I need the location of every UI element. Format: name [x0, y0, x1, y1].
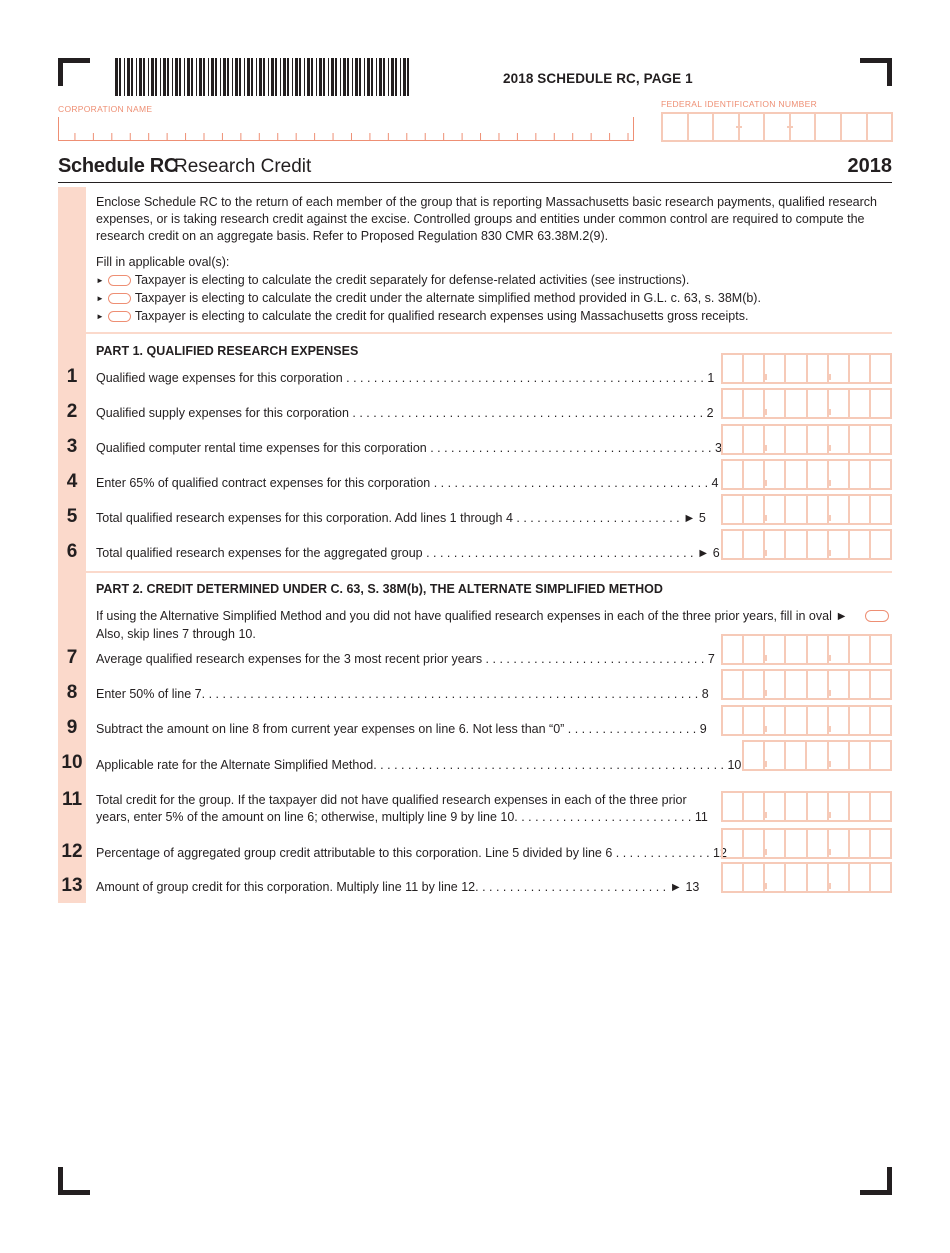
line-13-amount[interactable]: [721, 862, 892, 893]
corporation-name-field[interactable]: [58, 117, 634, 141]
corner-mark-top-left: [58, 58, 90, 86]
line-1-amount[interactable]: [721, 353, 892, 384]
line-10-amount[interactable]: [742, 740, 892, 771]
fill-oval-label: Fill in applicable oval(s):: [96, 255, 230, 269]
line-number: 11: [61, 789, 83, 810]
option-gross-receipts: ► Taxpayer is electing to calculate the credit for qualified research expenses using Massachusetts gross receipts.: [96, 309, 749, 323]
part1-heading: PART 1. QUALIFIED RESEARCH EXPENSES: [96, 344, 359, 358]
oval-checkbox[interactable]: [108, 293, 131, 304]
option-defense-related: ► Taxpayer is electing to calculate the credit separately for defense-related activities (see instructions).: [96, 273, 690, 287]
line-12-label: Percentage of aggregated group credit attributable to this corporation. Line 5 divided by line 6 . . . . . . . . . . . . . . 12: [96, 846, 727, 860]
line-5-amount[interactable]: [721, 494, 892, 525]
line-number: 7: [66, 647, 78, 668]
corporation-name-label: CORPORATION NAME: [58, 104, 153, 114]
line-number: 3: [66, 436, 78, 457]
line-11-amount[interactable]: [721, 791, 892, 822]
corner-mark-bottom-left: [58, 1167, 90, 1195]
line-number: 4: [66, 471, 78, 492]
line-7-amount[interactable]: [721, 634, 892, 665]
line-number: 5: [66, 506, 78, 527]
line-6-amount[interactable]: [721, 529, 892, 560]
page-header: 2018 SCHEDULE RC, PAGE 1: [503, 71, 693, 86]
fein-field[interactable]: [661, 112, 893, 142]
line-7-label: Average qualified research expenses for the 3 most recent prior years . . . . . . . . . . . . . . . . . . . . . . . . . . . . . . . . 7: [96, 652, 715, 666]
line-9-amount[interactable]: [721, 705, 892, 736]
barcode: [115, 58, 411, 96]
schedule-title: Research Credit: [174, 156, 312, 177]
line-11-label: Total credit for the group. If the taxpayer did not have qualified research expenses in each of the three prior years, enter 5% of the amount on line 6; otherwise, multiply line 9 by line 10. . . . . . . . . . . . . . . . . . . . . . . . . . 11: [96, 793, 708, 824]
line-9-label: Subtract the amount on line 8 from current year expenses on line 6. Not less than “0” . . . . . . . . . . . . . . . . . . . 9: [96, 722, 707, 736]
arrow-icon: ►: [96, 275, 104, 285]
intro-text: Enclose Schedule RC to the return of each member of the group that is reporting Massachusetts basic research payments, qualified research expenses, or is taking research credit against the excise. Controlled groups and entities under common control are required to compute the research credit on an aggregate basis. Refer to Proposed Regulation 830 CMR 63.38M.2(9).: [96, 195, 877, 243]
line-10-label: Applicable rate for the Alternate Simplified Method. . . . . . . . . . . . . . . . . . . . . . . . . . . . . . . . . . . . . . . . . . . . . . . . . . . 10: [96, 758, 742, 772]
line-1-label: Qualified wage expenses for this corporation . . . . . . . . . . . . . . . . . . . . . . . . . . . . . . . . . . . . . . . . . . . . . . . . . . . . 1: [96, 371, 715, 385]
line-2-label: Qualified supply expenses for this corporation . . . . . . . . . . . . . . . . . . . . . . . . . . . . . . . . . . . . . . . . . . . . . . . . . . . 2: [96, 406, 714, 420]
corner-mark-bottom-right: [860, 1167, 892, 1195]
oval-checkbox[interactable]: [108, 275, 131, 286]
line-8-amount[interactable]: [721, 669, 892, 700]
part2-note-line1: If using the Alternative Simplified Method and you did not have qualified research expenses in each of the three prior years, fill in oval ►: [96, 609, 848, 623]
line-3-amount[interactable]: [721, 424, 892, 455]
line-number: 12: [61, 841, 83, 862]
line-number: 2: [66, 401, 78, 422]
part2-heading: PART 2. CREDIT DETERMINED UNDER C. 63, S. 38M(b), THE ALTERNATE SIMPLIFIED METHOD: [96, 582, 663, 596]
part2-note-line2: Also, skip lines 7 through 10.: [96, 627, 256, 641]
fein-label: FEDERAL IDENTIFICATION NUMBER: [661, 99, 818, 109]
line-4-label: Enter 65% of qualified contract expenses for this corporation . . . . . . . . . . . . . . . . . . . . . . . . . . . . . . . . . . . . . . . . 4: [96, 476, 719, 490]
form-year: 2018: [847, 155, 892, 177]
oval-checkbox[interactable]: [108, 311, 131, 322]
line-number: 13: [61, 875, 83, 896]
line-2-amount[interactable]: [721, 388, 892, 419]
corner-mark-top-right: [860, 58, 892, 86]
line-number: 1: [66, 366, 78, 387]
section-divider: [86, 332, 892, 334]
arrow-icon: ►: [96, 293, 104, 303]
line-number: 9: [66, 717, 78, 738]
line-number: 6: [66, 541, 78, 562]
line-8-label: Enter 50% of line 7. . . . . . . . . . . . . . . . . . . . . . . . . . . . . . . . . . . . . . . . . . . . . . . . . . . . . . . . . . . . . . . . . . . . . . . . 8: [96, 687, 709, 701]
line-number: 8: [66, 682, 78, 703]
arrow-icon: ►: [96, 311, 104, 321]
option-alternate-simplified: ► Taxpayer is electing to calculate the credit under the alternate simplified method provided in G.L. c. 63, s. 38M(b).: [96, 291, 761, 305]
line-3-label: Qualified computer rental time expenses for this corporation . . . . . . . . . . . . . . . . . . . . . . . . . . . . . . . . . . . . . . . . . 3: [96, 441, 722, 455]
line-4-amount[interactable]: [721, 459, 892, 490]
line-12-amount[interactable]: [721, 828, 892, 859]
form-title: [58, 153, 892, 183]
line-number: 10: [61, 752, 83, 773]
section-divider: [86, 571, 892, 573]
skip-lines-oval[interactable]: [865, 610, 889, 622]
line-6-label: Total qualified research expenses for the aggregated group . . . . . . . . . . . . . . . . . . . . . . . . . . . . . . . . . . . . . . . ► 6: [96, 546, 720, 560]
line-5-label: Total qualified research expenses for this corporation. Add lines 1 through 4 . . . . . . . . . . . . . . . . . . . . . . . . ► 5: [96, 511, 706, 525]
line-13-label: Amount of group credit for this corporation. Multiply line 11 by line 12. . . . . . . . . . . . . . . . . . . . . . . . . . . . ► 13: [96, 880, 700, 894]
schedule-name: Schedule RC: [58, 155, 179, 177]
